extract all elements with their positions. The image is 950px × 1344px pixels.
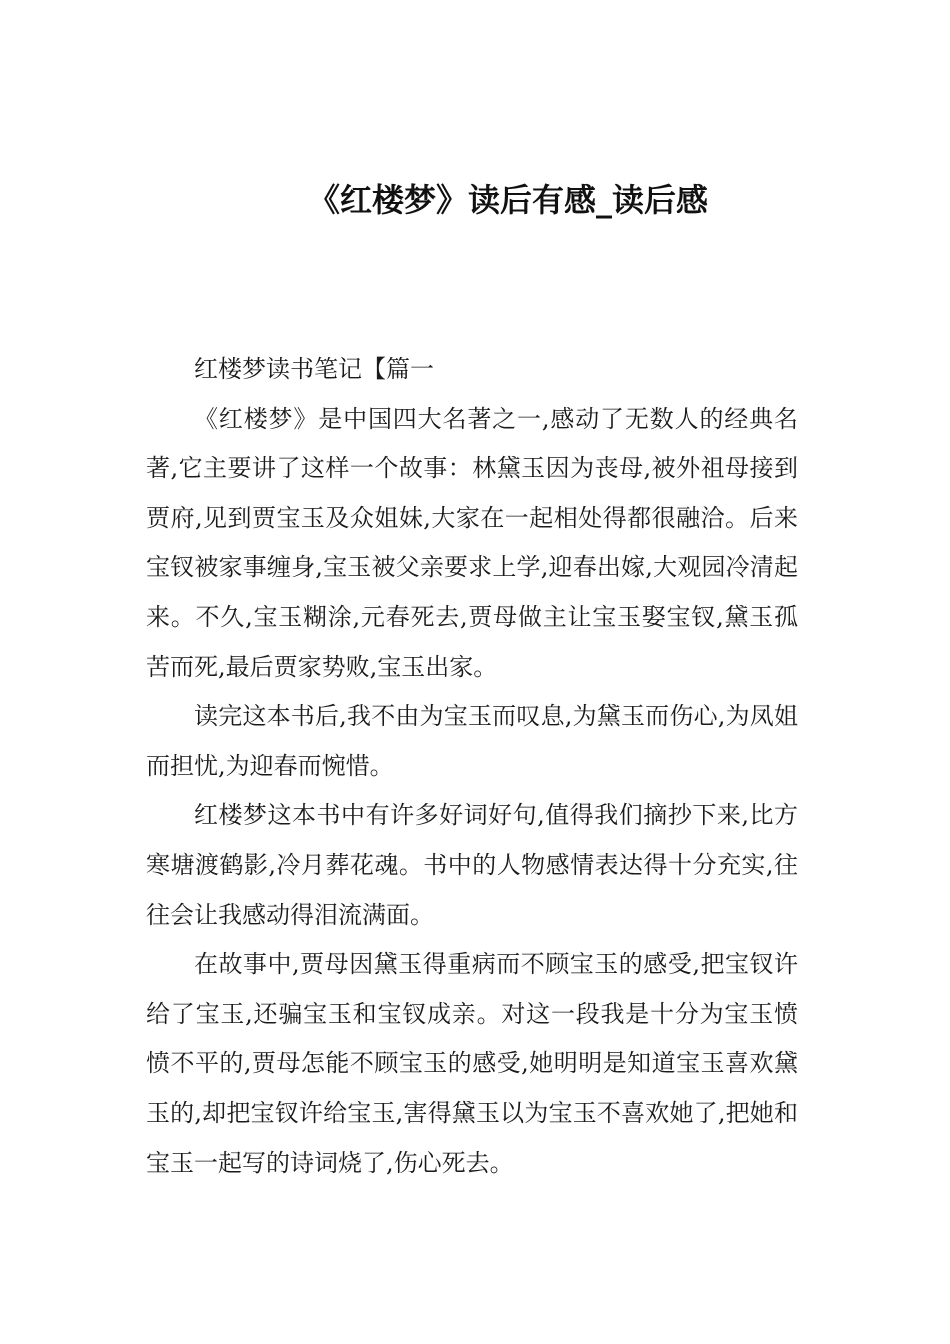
document-title: 《红楼梦》读后有感_读后感 (307, 181, 708, 219)
paragraph: 在故事中,贾母因黛玉得重病而不顾宝玉的感受,把宝钗许给了宝玉,还骗宝玉和宝钗成亲。对这一段我是十分为宝玉愤愤不平的,贾母怎能不顾宝玉的感受,她明明是知道宝玉喜欢黛玉的,却把宝钗许给宝玉,害得黛玉以为宝玉不喜欢她了,把她和宝玉一起写的诗词烧了,伤心死去。 (146, 950, 798, 1177)
paragraph-heading: 红楼梦读书笔记【篇一 (194, 355, 434, 383)
paragraph: 读完这本书后,我不由为宝玉而叹息,为黛玉而伤心,为凤姐而担忧,为迎春而惋惜。 (146, 702, 798, 780)
paragraph: 《红楼梦》是中国四大名著之一,感动了无数人的经典名著,它主要讲了这样一个故事：林黛玉因为丧母,被外祖母接到贾府,见到贾宝玉及众姐妹,大家在一起相处得都很融洽。后来宝钗被家事缠身,宝玉被父亲要求上学,迎春出嫁,大观园冷清起来。不久,宝玉糊涂,元春死去,贾母做主让宝玉娶宝钗,黛玉孤苦而死,最后贾家势败,宝玉出家。 (146, 404, 798, 681)
document-body (146, 345, 798, 1188)
paragraph: 红楼梦这本书中有许多好词好句,值得我们摘抄下来,比方寒塘渡鹤影,冷月葬花魂。书中的人物感情表达得十分充实,往往会让我感动得泪流满面。 (146, 801, 798, 929)
